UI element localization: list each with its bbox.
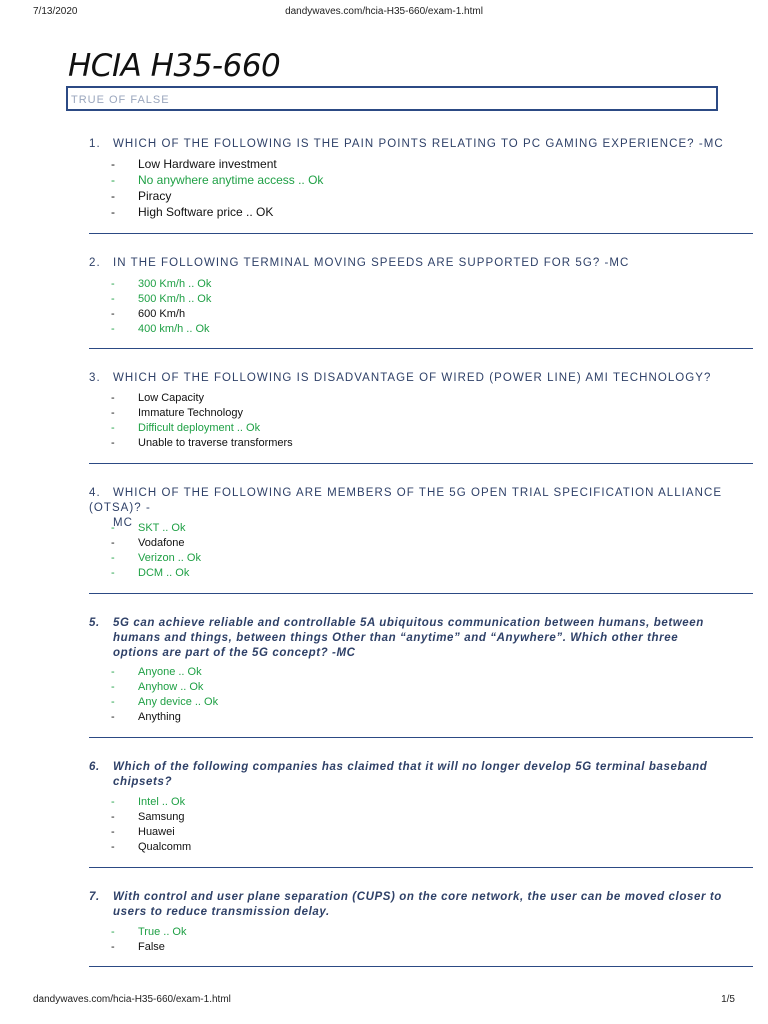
question-text-cont: humans and things, between things Other than “anytime” and “Anywhere”. Which other three bbox=[113, 632, 679, 644]
list-item: - Immature Technology bbox=[111, 407, 243, 419]
divider bbox=[89, 593, 753, 594]
question-2: 2. IN THE FOLLOWING TERMINAL MOVING SPEEDS ARE SUPPORTED FOR 5G? -MC bbox=[89, 257, 630, 269]
list-item: - DCM .. Ok bbox=[111, 567, 190, 579]
list-item: - Unable to traverse transformers bbox=[111, 437, 293, 449]
list-item: - Anyhow .. Ok bbox=[111, 681, 204, 693]
question-4: 4. WHICH OF THE FOLLOWING ARE MEMBERS OF THE 5G OPEN TRIAL SPECIFICATION ALLIANCE (OTSA)? - MC bbox=[89, 486, 729, 531]
list-item: - Verizon .. Ok bbox=[111, 552, 201, 564]
divider bbox=[89, 966, 753, 967]
question-1: 1. WHICH OF THE FOLLOWING IS THE PAIN POINTS RELATING TO PC GAMING EXPERIENCE? -MC bbox=[89, 138, 724, 150]
list-item: - No anywhere anytime access .. Ok bbox=[111, 173, 324, 187]
question-text: Which of the following companies has claimed that it will no longer develop 5G terminal baseband bbox=[113, 761, 708, 773]
list-item: - 400 km/h .. Ok bbox=[111, 323, 210, 335]
question-5: 5. 5G can achieve reliable and controllable 5A ubiquitous communication between humans, between humans and things, between things Other than “anytime” and “Anywhere”. Which other three options are part of the 5G concept? -MC bbox=[89, 616, 729, 661]
options-4 bbox=[111, 521, 201, 581]
divider bbox=[89, 233, 753, 234]
list-item: - SKT .. Ok bbox=[111, 522, 186, 534]
print-date: 7/13/2020 bbox=[33, 6, 78, 17]
list-item: - Anything bbox=[111, 711, 181, 723]
list-item: - 600 Km/h bbox=[111, 308, 186, 320]
options-3 bbox=[111, 391, 293, 451]
question-text-cont: chipsets? bbox=[113, 776, 173, 788]
list-item: - Piracy bbox=[111, 189, 172, 203]
options-1 bbox=[111, 156, 323, 220]
list-item: - True .. Ok bbox=[111, 926, 187, 938]
list-item: - Any device .. Ok bbox=[111, 696, 219, 708]
list-item: - False bbox=[111, 941, 165, 953]
options-6 bbox=[111, 795, 191, 855]
section-box bbox=[66, 86, 718, 111]
question-text-cont: MC bbox=[113, 517, 133, 529]
list-item: - Qualcomm bbox=[111, 841, 192, 853]
list-item: - Vodafone bbox=[111, 537, 185, 549]
divider bbox=[89, 463, 753, 464]
options-2 bbox=[111, 277, 211, 337]
page-title: HCIA H35-660 bbox=[68, 48, 281, 84]
question-text: With control and user plane separation (CUPS) on the core network, the user can be moved closer to bbox=[113, 891, 722, 903]
question-text: WHICH OF THE FOLLOWING IS THE PAIN POINTS RELATING TO PC GAMING EXPERIENCE? -MC bbox=[113, 138, 724, 150]
divider bbox=[89, 867, 753, 868]
question-text: 5G can achieve reliable and controllable 5A ubiquitous communication between humans, between bbox=[113, 617, 704, 629]
section-label: TRUE OF FALSE bbox=[71, 94, 170, 106]
list-item: - Low Hardware investment bbox=[111, 157, 277, 171]
question-7: 7. With control and user plane separation (CUPS) on the core network, the user can be moved closer to users to reduce transmission delay. bbox=[89, 890, 729, 920]
list-item: - Anyone .. Ok bbox=[111, 666, 202, 678]
question-text: WHICH OF THE FOLLOWING ARE MEMBERS OF THE 5G OPEN TRIAL SPECIFICATION ALLIANCE (OTSA)? - bbox=[89, 487, 723, 514]
footer-url: dandywaves.com/hcia-H35-660/exam-1.html bbox=[33, 994, 231, 1005]
divider bbox=[89, 737, 753, 738]
options-7 bbox=[111, 925, 187, 955]
list-item: - Low Capacity bbox=[111, 392, 205, 404]
divider bbox=[89, 348, 753, 349]
list-item: - Intel .. Ok bbox=[111, 796, 186, 808]
question-6: 6. Which of the following companies has claimed that it will no longer develop 5G terminal baseband chipsets? bbox=[89, 760, 729, 790]
question-text: WHICH OF THE FOLLOWING IS DISADVANTAGE OF WIRED (POWER LINE) AMI TECHNOLOGY? bbox=[113, 372, 712, 384]
list-item: - 300 Km/h .. Ok bbox=[111, 278, 212, 290]
list-item: - Samsung bbox=[111, 811, 185, 823]
list-item: - Huawei bbox=[111, 826, 175, 838]
print-url: dandywaves.com/hcia-H35-660/exam-1.html bbox=[285, 6, 483, 17]
list-item: - High Software price .. OK bbox=[111, 205, 274, 219]
page-number: 1/5 bbox=[721, 994, 735, 1005]
question-text-cont: options are part of the 5G concept? -MC bbox=[113, 647, 356, 659]
question-3: 3. WHICH OF THE FOLLOWING IS DISADVANTAGE OF WIRED (POWER LINE) AMI TECHNOLOGY? bbox=[89, 372, 712, 384]
list-item: - Difficult deployment .. Ok bbox=[111, 422, 261, 434]
list-item: - 500 Km/h .. Ok bbox=[111, 293, 212, 305]
question-text-cont: users to reduce transmission delay. bbox=[113, 906, 330, 918]
question-text: IN THE FOLLOWING TERMINAL MOVING SPEEDS ARE SUPPORTED FOR 5G? -MC bbox=[113, 257, 630, 269]
options-5 bbox=[111, 665, 218, 725]
